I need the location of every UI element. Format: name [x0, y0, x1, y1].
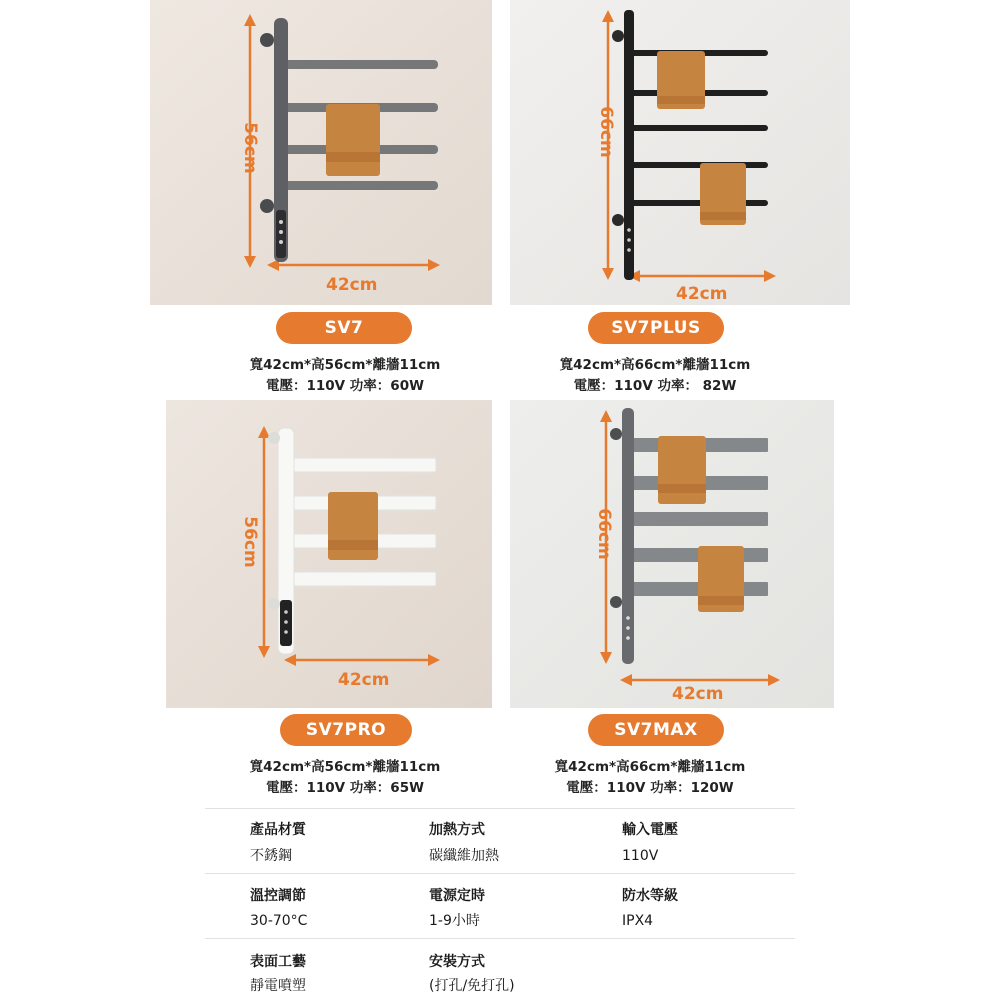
dimensions-text: 寬42cm*高56cm*離牆11cm: [249, 759, 441, 775]
spec-value: 碳纖維加熱: [429, 848, 499, 864]
dimensions-text: 寬42cm*高56cm*離牆11cm: [249, 357, 441, 373]
spec-label: 加熱方式: [429, 822, 485, 838]
dimensions-text: 寬42cm*高66cm*離牆11cm: [554, 759, 746, 775]
width-label: 42cm: [338, 670, 390, 690]
spec-label: 安裝方式: [429, 954, 485, 970]
model-badge-sv7: SV7: [276, 312, 412, 344]
spec-label: 防水等級: [622, 888, 678, 904]
spec-sv7pro: [190, 757, 500, 799]
dimensions-text: 寬42cm*高66cm*離牆11cm: [559, 357, 751, 373]
spec-value: 30-70°C: [250, 913, 308, 929]
height-label: 56cm: [240, 516, 260, 568]
width-label: 42cm: [326, 275, 378, 295]
spec-label: 電源定時: [429, 888, 485, 904]
spec-value: 靜電噴塑: [250, 978, 306, 994]
width-label: 42cm: [676, 284, 728, 304]
spec-label: 溫控調節: [250, 888, 306, 904]
spec-value: 不銹鋼: [250, 848, 292, 864]
power-text: 電壓：110V 功率： 82W: [573, 378, 737, 394]
spec-sv7max: [500, 757, 800, 799]
width-label: 42cm: [672, 684, 724, 704]
spec-value: 110V: [622, 848, 659, 864]
spec-value: 1-9小時: [429, 913, 480, 929]
model-badge-sv7pro: SV7PRO: [280, 714, 412, 746]
spec-divider: [205, 808, 795, 809]
model-badge-sv7max: SV7MAX: [588, 714, 724, 746]
product-image-sv7plus: [510, 0, 850, 305]
product-image-sv7pro: [166, 400, 492, 708]
power-text: 電壓：110V 功率：120W: [566, 780, 734, 796]
power-text: 電壓：110V 功率：60W: [265, 378, 424, 394]
height-label: 66cm: [594, 508, 614, 560]
spec-divider: [205, 938, 795, 939]
power-text: 電壓：110V 功率：65W: [265, 780, 424, 796]
product-image-sv7: [150, 0, 492, 305]
spec-label: 表面工藝: [250, 954, 306, 970]
spec-sv7: [190, 355, 500, 397]
height-label: 56cm: [240, 122, 260, 174]
spec-value: IPX4: [622, 913, 654, 929]
spec-value: (打孔/免打孔): [429, 978, 515, 994]
spec-divider: [205, 873, 795, 874]
product-image-sv7max: [510, 400, 834, 708]
height-label: 66cm: [596, 106, 616, 158]
model-badge-sv7plus: SV7PLUS: [588, 312, 724, 344]
spec-label: 輸入電壓: [622, 822, 678, 838]
spec-label: 產品材質: [250, 822, 306, 838]
spec-sv7plus: [500, 355, 810, 397]
